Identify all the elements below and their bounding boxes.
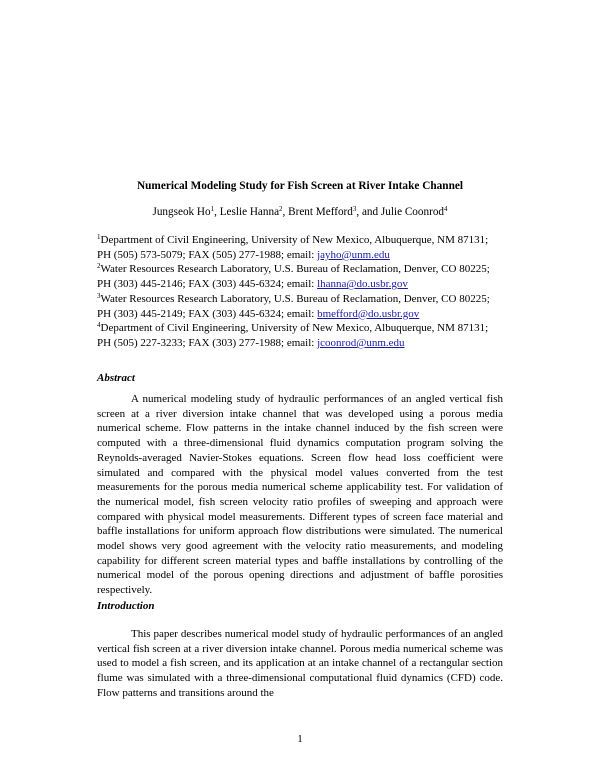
paper-title: Numerical Modeling Study for Fish Screen at River Intake Channel — [136, 180, 464, 192]
email-link[interactable]: jayho@unm.edu — [317, 248, 390, 261]
introduction-text: This paper describes numerical model study of hydraulic performances of an angled vertical fish screen at a river diversion intake channel. Porous media numerical scheme was used to model a fish screen, and its application at an intake channel of a rectangular section flume was simulated with a three-dimensional computational fluid dynamics (CFD) code. Flow patterns and transitions around the — [97, 628, 503, 699]
author-list — [0, 205, 600, 219]
affiliation: $^1$Department of Civil Engineering, University of New Mexico, Albuquerque, NM 87131; PH (505) 573-5079; FAX (505) 277-1988; email: jayho@unm.edu — [97, 233, 489, 261]
abstract-heading: Abstract — [97, 372, 135, 384]
affiliation: $^3$Water Resources Research Laboratory, U.S. Bureau of Reclamation, Denver, CO 80225; PH (303) 445-2149; FAX (303) 445-6324; email: bmefford@do.usbr.gov — [97, 291, 490, 320]
author: Jungseok Ho$^1$, — [152, 205, 220, 218]
author: Brent Mefford$^3$, and — [288, 205, 381, 218]
email-link[interactable]: bmefford@do.usbr.gov — [317, 307, 420, 320]
affiliation: $^4$Department of Civil Engineering, University of New Mexico, Albuquerque, NM 87131; PH (505) 227-3233; FAX (303) 277-1988; email: jcoonrod@unm.edu — [97, 321, 489, 349]
abstract-text: A numerical modeling study of hydraulic performances of an angled vertical fish screen at a river diversion intake channel that was developed using a porous media numerical scheme. Flow patterns in the intake channel induced by the fish screen were computed with a three-dimensional fluid dynamics computation program solving the Reynolds-averaged Navier-Stokes equations. Screen flow head loss coefficient were simulated and compared with the physical model values converted from the test measurements for the porous media numerical scheme applicability test. For validation of the numerical model, fish screen velocity ratio profiles of sweeping and approach were compared with physical model measurements. Different types of screen face material and baffle installations for uniform approach flow distributions were simulated. The numerical model shows very good agreement with the velocity ratio measurements, and modeling capability for different screen material types and baffle installations by controlling of the numerical model of the porous opening directions and adjustment of baffle porosities respectively. — [97, 393, 503, 597]
affiliations — [97, 233, 497, 351]
author: Leslie Hanna$^2$, — [219, 205, 289, 218]
page-number: 1 — [297, 733, 303, 745]
introduction-heading: Introduction — [97, 600, 155, 612]
affiliation: $^2$Water Resources Research Laboratory, U.S. Bureau of Reclamation, Denver, CO 80225; PH (303) 445-2146; FAX (303) 445-6324; email: lhanna@do.usbr.gov — [97, 262, 490, 291]
author: Julie Coonrod$^4$ — [380, 205, 448, 218]
email-link[interactable]: lhanna@do.usbr.gov — [317, 278, 408, 291]
email-link[interactable]: jcoonrod@unm.edu — [317, 336, 405, 349]
